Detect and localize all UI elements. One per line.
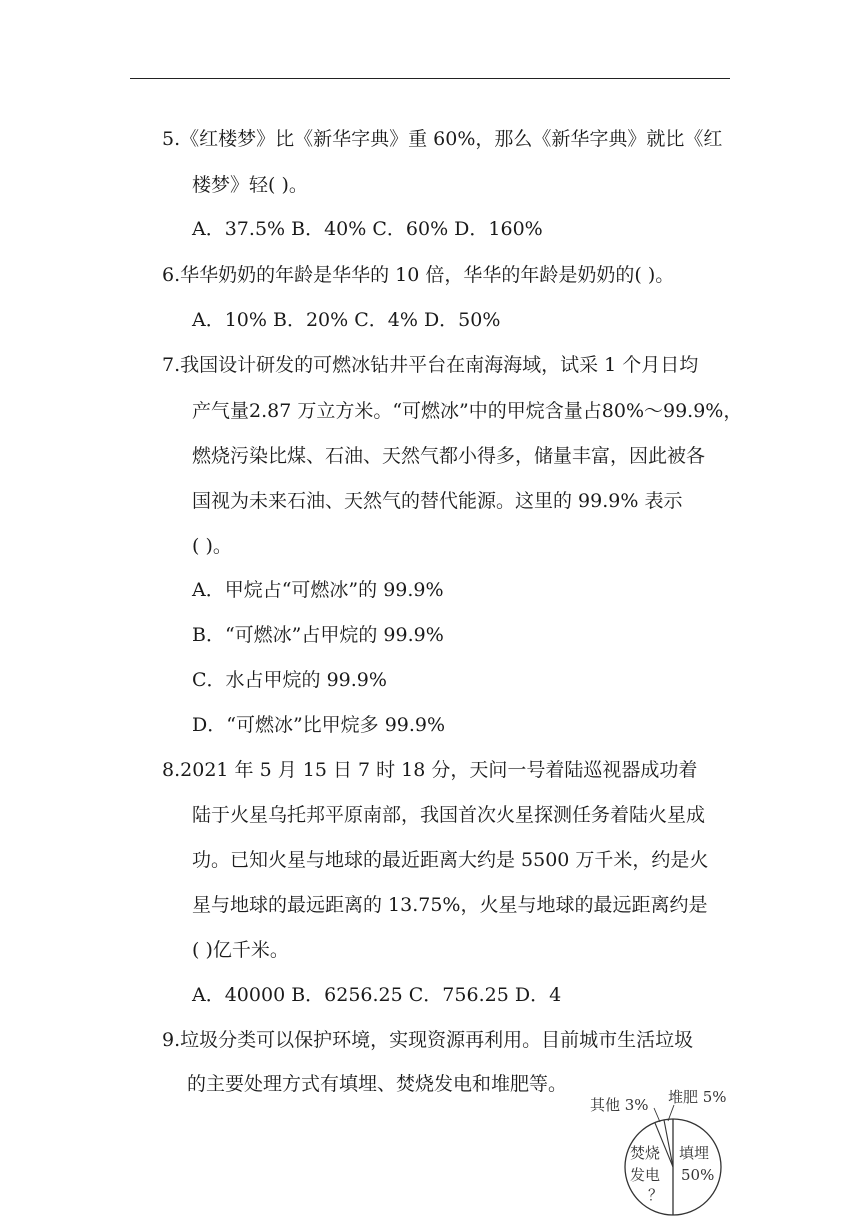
question-text: 2021 年 5 月 15 日 7 时 18 分，天问一号着陆巡视器成功着 (180, 759, 698, 781)
question-6 (162, 262, 674, 288)
question-7-line-3: 燃烧污染比煤、石油、天然气都小得多，储量丰富，因此被各 (192, 445, 706, 467)
question-8-options: A．40000 B．6256.25 C．756.25 D．4 (192, 984, 562, 1006)
pie-label-landfill-name: 填埋 (679, 1144, 710, 1162)
question-7-option-b: B．“可燃冰”占甲烷的 99.9% (192, 624, 444, 646)
question-text: 垃圾分类可以保护环境，实现资源再利用。目前城市生活垃圾 (180, 1029, 694, 1051)
question-8-line-5: ( )亿千米。 (192, 939, 289, 961)
pie-label-burn-2: 发电 (630, 1166, 661, 1184)
question-text: 《红楼梦》比《新华字典》重 60%，那么《新华字典》就比《红 (180, 128, 723, 150)
question-number: 5. (162, 128, 181, 150)
question-7-option-a: A．甲烷占“可燃冰”的 99.9% (192, 579, 444, 601)
question-6-options: A．10% B．20% C．4% D．50% (192, 309, 501, 331)
question-7-option-c: C．水占甲烷的 99.9% (192, 669, 387, 691)
question-7-line-4: 国视为未来石油、天然气的替代能源。这里的 99.9% 表示 (192, 490, 683, 512)
pie-label-compost: 堆肥 5% (668, 1088, 727, 1106)
question-8 (162, 757, 697, 783)
top-rule (130, 78, 730, 79)
question-number: 7. (162, 354, 181, 376)
pie-label-other: 其他 3% (590, 1096, 649, 1114)
pie-label-burn-3: ？ (648, 1186, 664, 1204)
question-5-options: A．37.5% B．40% C．60% D．160% (192, 218, 543, 240)
waste-pie-chart (580, 1088, 740, 1216)
question-5-line-2: 楼梦》轻( )。 (192, 174, 308, 196)
pie-slice-divider-compost (664, 1120, 673, 1167)
question-5 (162, 126, 730, 152)
question-number: 8. (162, 759, 181, 781)
question-text: 我国设计研发的可燃冰钻井平台在南海海域，试采 1 个月日均 (180, 354, 699, 376)
question-number: 9. (162, 1029, 181, 1051)
pie-leader-other (654, 1108, 660, 1122)
question-9-line-2: 的主要处理方式有填埋、焚烧发电和堆肥等。 (187, 1073, 568, 1095)
question-7-line-5: ( )。 (192, 535, 232, 557)
question-7-option-d: D．“可燃冰”比甲烷多 99.9% (192, 714, 446, 736)
pie-label-landfill-pct: 50% (681, 1166, 715, 1184)
question-7-line-2: 产气量2.87 万立方米。“可燃冰”中的甲烷含量占80%～99.9%， (192, 400, 743, 422)
question-9 (162, 1027, 693, 1053)
question-text: 华华奶奶的年龄是华华的 10 倍，华华的年龄是奶奶的( )。 (180, 264, 675, 286)
pie-label-burn-1: 焚烧 (630, 1144, 661, 1162)
question-8-line-4: 星与地球的最远距离的 13.75%，火星与地球的最远距离约是 (192, 894, 708, 916)
question-8-line-3: 功。已知火星与地球的最近距离大约是 5500 万千米，约是火 (192, 849, 709, 871)
question-7 (162, 352, 698, 378)
question-number: 6. (162, 264, 181, 286)
question-8-line-2: 陆于火星乌托邦平原南部，我国首次火星探测任务着陆火星成 (192, 804, 706, 826)
